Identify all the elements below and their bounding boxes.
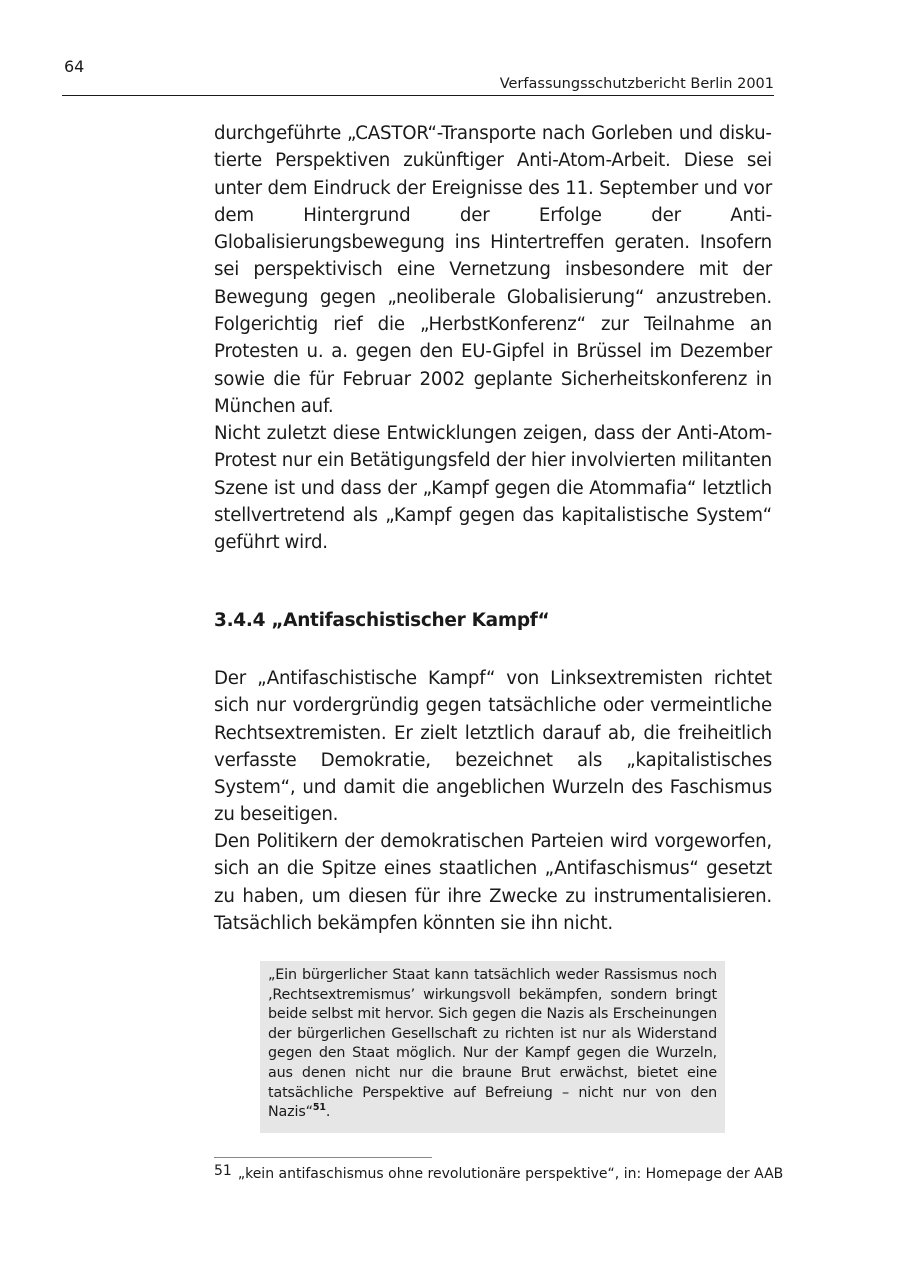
quote-text bbox=[268, 966, 717, 1123]
quote-box bbox=[260, 961, 725, 1133]
footnote bbox=[214, 1163, 784, 1182]
footnote-reference[interactable]: 51 bbox=[312, 1102, 326, 1114]
quote-end-punctuation: . bbox=[325, 1104, 331, 1121]
quote-body: „Ein bürgerlicher Staat kann tatsächlich weder Rassismus noch ‚Rechtsextremismus’ wirkungsvoll bekämpfen, sondern bringt beide selbst mit hervor. Sich gegen die Nazis als Erscheinungen der bürgerlichen Gesellschaft zu richten ist nur als Widerstand gegen den Staat möglich. Nur der Kampf gegen die Wurzeln, aus denen nicht nur die braune Brut erwächst, bietet eine tatsächliche Perspektive auf Befreiung – nicht nur von den Nazis“ bbox=[268, 967, 717, 1121]
page-number: 64 bbox=[64, 57, 85, 76]
footnote-text: „kein antifaschismus ohne revolutionäre perspektive“, in: Homepage der AAB bbox=[237, 1166, 784, 1182]
running-header-title: Verfassungsschutzbericht Berlin 2001 bbox=[62, 76, 774, 96]
body-paragraph: durchgeführte „CASTOR“-Transporte nach Gorleben und diskutierte Perspektiven zukünftiger Anti-Atom-Arbeit. Diese sei unter dem Eindruck der Ereignisse des 11. September und vor dem Hintergrund der Erfolge der Anti-Globalisierungsbewegung ins Hintertreffen geraten. Insofern sei perspektivisch eine Vernetzung insbesondere mit der Bewegung gegen „neoliberale Globalisierung“ anzustreben. Folgerichtig rief die „HerbstKonferenz“ zur Teilnahme an Protesten u. a. gegen den EU-Gipfel in Brüssel im Dezember sowie die für Februar 2002 geplante Sicherheitskonferenz in München auf. bbox=[214, 123, 772, 417]
footnote-number: 51 bbox=[214, 1163, 232, 1179]
body-paragraph: Der „Antifaschistische Kampf“ von Linksextremisten richtet sich nur vordergründig gegen tatsächliche oder vermeintliche Rechtsextremisten. Er zielt letztlich darauf ab, die freiheitlich verfasste Demokratie, bezeichnet als „kapitalistisches System“, und damit die angeblichen Wurzeln des Faschismus zu beseitigen. bbox=[214, 668, 772, 826]
footnote-divider bbox=[214, 1157, 432, 1158]
body-paragraph: Nicht zuletzt diese Entwicklungen zeigen, dass der Anti-Atom-Protest nur ein Betätigungsfeld der hier involvierten militanten Szene ist und dass der „Kampf gegen die Atommafia“ letztlich stellvertretend als „Kampf gegen das kapitalistische System“ geführt wird. bbox=[214, 423, 772, 554]
body-paragraph: Den Politikern der demokratischen Parteien wird vorgeworfen, sich an die Spitze eines staatlichen „Antifaschismus“ gesetzt zu haben, um diesen für ihre Zwecke zu instrumentalisieren. Tatsächlich bekämpfen könnten sie ihn nicht. bbox=[214, 831, 772, 934]
section-heading: 3.4.4 „Antifaschistischer Kampf“ bbox=[214, 610, 550, 631]
